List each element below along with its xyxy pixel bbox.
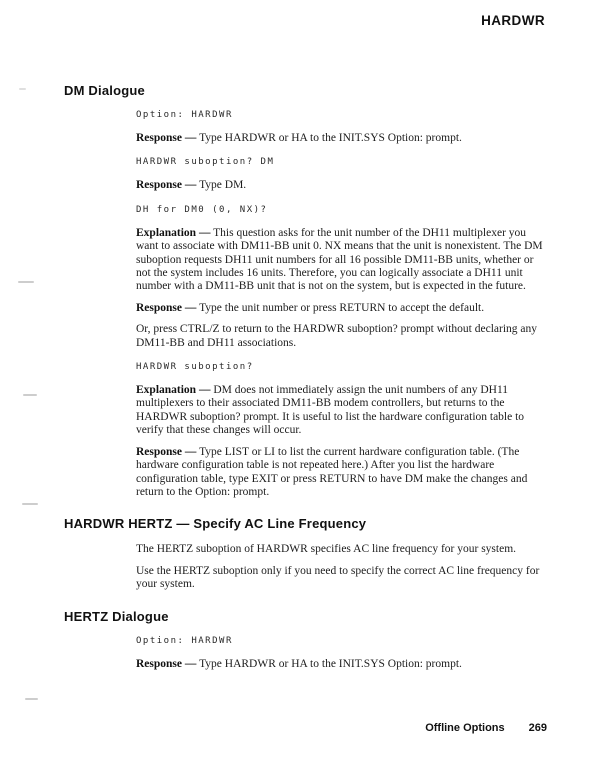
paragraph-lead: Response —	[136, 657, 197, 670]
paragraph-text: Type HARDWR or HA to the INIT.SYS Option: prompt.	[199, 657, 462, 670]
document-body	[64, 83, 548, 679]
margin-mark	[19, 88, 26, 90]
paragraph-text: Type DM.	[199, 179, 247, 192]
paragraph-text: Type LIST or LI to list the current hardware configuration table. (The hardware configuration table is not repeated here.) After you list the hardware configuration table, type EXIT or press RETURN to have DM make the changes and return to the Option: prompt.	[136, 445, 528, 498]
body-paragraph: The HERTZ suboption of HARDWR specifies AC line frequency for your system.	[136, 543, 517, 556]
terminal-prompt-line: HARDWR suboption? DM	[136, 157, 275, 168]
margin-mark	[23, 394, 37, 396]
body-paragraph	[136, 658, 547, 671]
body-paragraph	[136, 384, 547, 438]
body-paragraph	[136, 179, 547, 192]
body-paragraph	[136, 446, 547, 500]
terminal-prompt-line: Option: HARDWR	[136, 635, 233, 646]
body-paragraph: Use the HERTZ suboption only if you need to specify the correct AC line frequency for your system.	[136, 564, 540, 591]
terminal-prompt-line: DH for DM0 (0, NX)?	[136, 204, 268, 215]
margin-mark	[22, 503, 38, 505]
section-heading: HERTZ Dialogue	[64, 608, 169, 624]
footer-page-number: 269	[528, 722, 547, 734]
page-footer	[425, 722, 547, 734]
paragraph-lead: Explanation —	[136, 226, 211, 239]
paragraph-lead: Explanation —	[136, 384, 211, 397]
body-paragraph	[136, 227, 547, 294]
paragraph-text: This question asks for the unit number of the DH11 multiplexer you want to associate with DM11-BB unit 0. NX means that the unit is nonexistent. The DM suboption requests DH11 unit numbers for all 16 possible DM11-BB units, whether or not the system includes 16 units. Therefore, you can logically associate a DH11 unit number with a DM11-BB unit that is not on the system, but is expected in the future.	[136, 226, 543, 293]
body-paragraph	[136, 302, 547, 315]
section-heading: DM Dialogue	[64, 83, 145, 98]
paragraph-lead: Response —	[136, 132, 197, 144]
paragraph-text: DM does not immediately assign the unit numbers of any DH11 multiplexers to their associated DM11-BB modem controllers, but returns to the HARDWR suboption? prompt. It is useful to list the hardware configuration table to verify that these changes will occur.	[136, 384, 525, 437]
paragraph-lead: Response —	[136, 445, 197, 458]
margin-mark	[25, 698, 38, 700]
terminal-prompt-line: Option: HARDWR	[136, 110, 233, 120]
paragraph-text: Type the unit number or press RETURN to accept the default.	[199, 301, 485, 314]
body-paragraph: Or, press CTRL/Z to return to the HARDWR suboption? prompt without declaring any DM11-BB and DH11 associations.	[136, 323, 538, 349]
margin-mark	[18, 281, 34, 283]
paragraph-lead: Response —	[136, 179, 197, 192]
paragraph-lead: Response —	[136, 301, 197, 314]
paragraph-text: Type HARDWR or HA to the INIT.SYS Option: prompt.	[199, 132, 462, 144]
footer-section-label: Offline Options	[425, 722, 505, 734]
section-heading: HARDWR HERTZ — Specify AC Line Frequency	[64, 516, 367, 532]
terminal-prompt-line: HARDWR suboption?	[136, 362, 254, 373]
running-header: HARDWR	[481, 13, 545, 28]
body-paragraph	[136, 132, 547, 145]
